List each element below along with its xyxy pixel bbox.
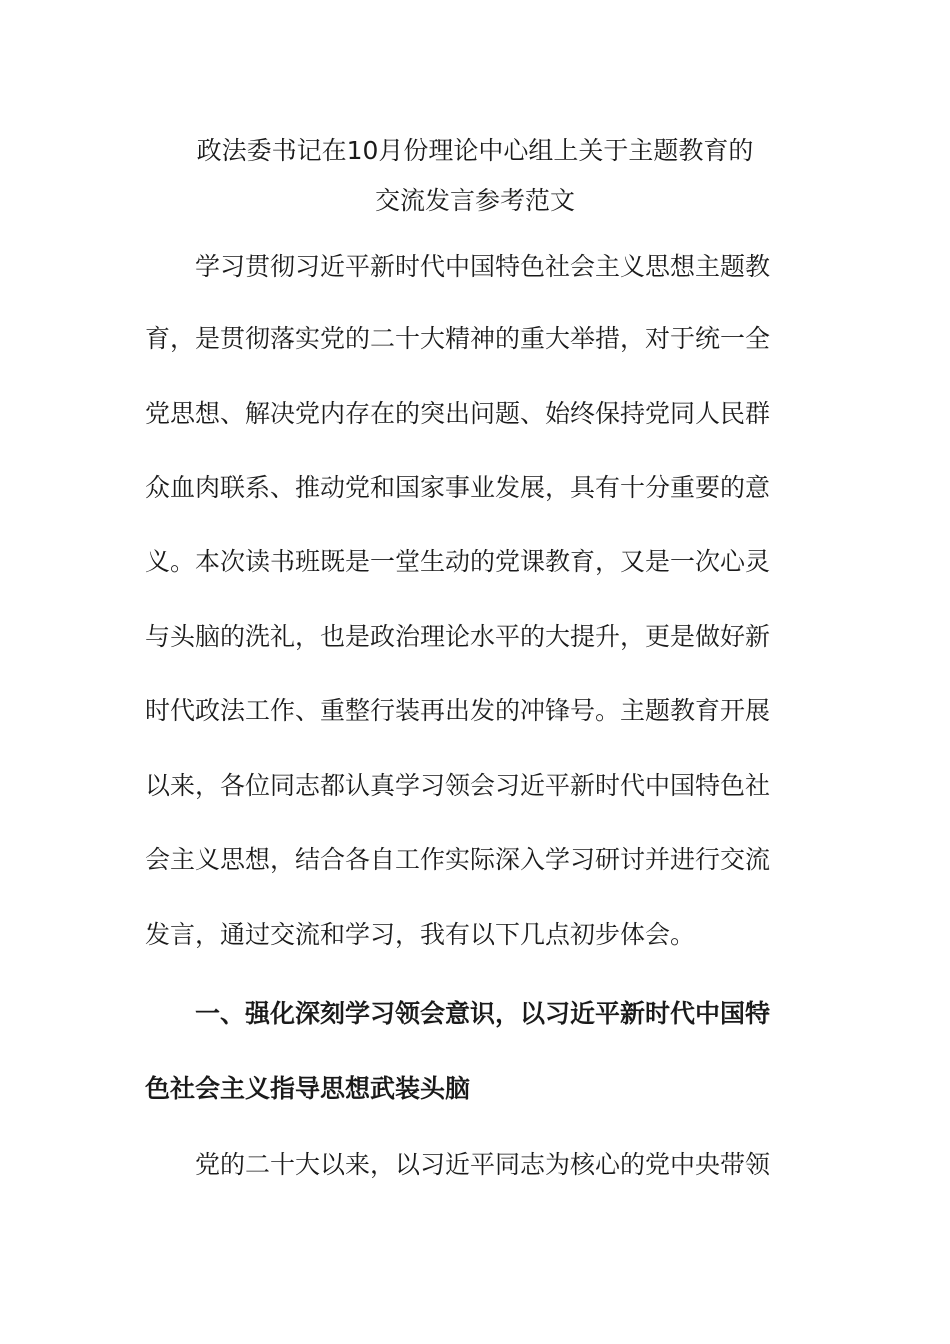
- paragraph-line: 发言，通过交流和学习，我有以下几点初步体会。: [145, 920, 696, 949]
- heading-line: 色社会主义指导思想武装头脑: [145, 1074, 471, 1103]
- paragraph-line: 党思想、解决党内存在的突出问题、始终保持党同人民群: [145, 399, 771, 428]
- paragraph-line: 学习贯彻习近平新时代中国特色社会主义思想主题教: [195, 252, 771, 281]
- paragraph-line: 会主义思想，结合各自工作实际深入学习研讨并进行交流: [145, 845, 771, 874]
- paragraph-line: 义。本次读书班既是一堂生动的党课教育，又是一次心灵: [145, 547, 771, 576]
- document-title-line-2: 交流发言参考范文: [374, 186, 575, 215]
- paragraph-line: 众血肉联系、推动党和国家事业发展，具有十分重要的意: [145, 473, 771, 502]
- document-title-line-1: 政法委书记在10月份理论中心组上关于主题教育的: [196, 136, 754, 165]
- paragraph-line: 时代政法工作、重整行装再出发的冲锋号。主题教育开展: [145, 696, 771, 725]
- paragraph-line: 党的二十大以来，以习近平同志为核心的党中央带领: [195, 1150, 771, 1179]
- paragraph-line: 与头脑的洗礼，也是政治理论水平的大提升，更是做好新: [145, 622, 771, 651]
- paragraph-line: 以来，各位同志都认真学习领会习近平新时代中国特色社: [145, 771, 771, 800]
- heading-line: 一、强化深刻学习领会意识，以习近平新时代中国特: [195, 999, 771, 1028]
- paragraph-line: 育，是贯彻落实党的二十大精神的重大举措，对于统一全: [145, 324, 771, 353]
